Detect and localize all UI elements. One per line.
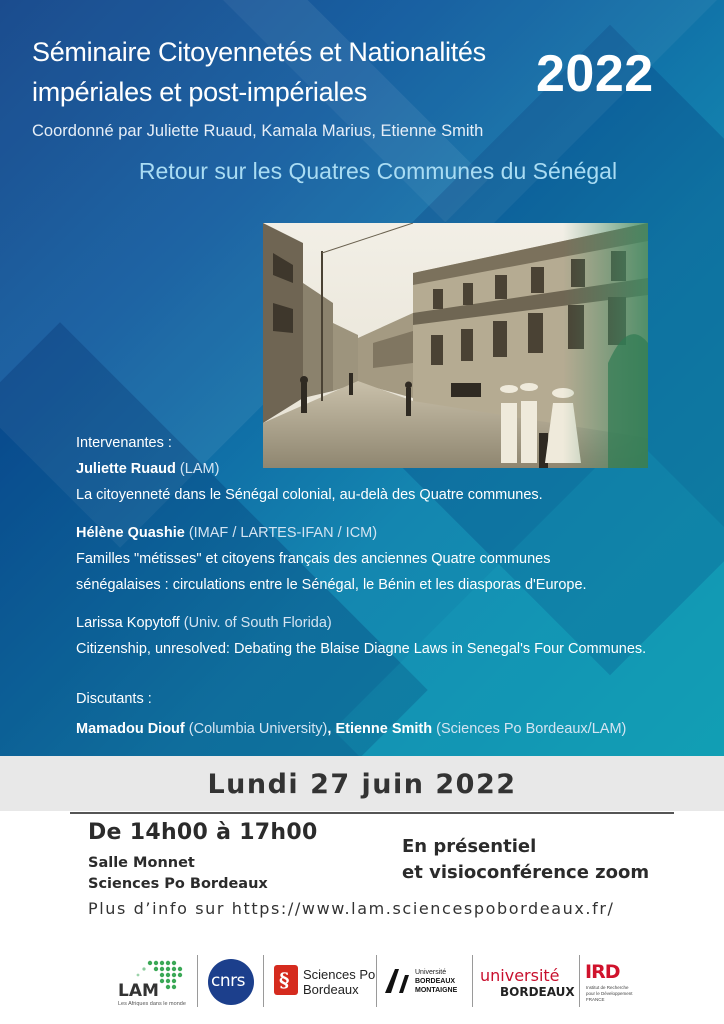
bordeaux-montaigne-logo: [383, 949, 469, 1013]
discussant-name: Etienne Smith: [335, 721, 433, 737]
event-time: De 14h00 à 17h00: [88, 820, 318, 845]
lam-tagline: Les Afriques dans le monde: [118, 1001, 186, 1007]
discussants-line: [76, 721, 626, 737]
speaker-name: Larissa Kopytoff: [76, 615, 180, 631]
logo-separator: [263, 955, 264, 1007]
speaker-affiliation: (IMAF / LARTES-IFAN / ICM): [184, 525, 378, 541]
ub-line2: BORDEAUX: [500, 985, 575, 999]
ub-line1: université: [480, 966, 560, 985]
title-line: Séminaire Citoyennetés et Nationalités: [32, 37, 486, 67]
speaker-line: [76, 525, 377, 541]
speaker-affiliation: (Univ. of South Florida): [179, 615, 332, 631]
sciencespo-line1: Sciences Po: [303, 967, 376, 982]
discussants-heading: Discutants :: [76, 691, 152, 707]
title-line: impériales et post-impériales: [32, 77, 367, 107]
ird-wordmark: IRD: [585, 961, 620, 983]
venue-room: Salle Monnet: [88, 855, 195, 871]
session-subtitle: Retour sur les Quatres Communes du Sénégal: [138, 158, 618, 184]
talk-title: Citizenship, unresolved: Debating the Blaise Diagne Laws in Senegal's Four Communes.: [76, 641, 647, 657]
lam-logo: [114, 949, 196, 1013]
universite-bordeaux-logo: [478, 949, 574, 1013]
discussant-affiliation: (Sciences Po Bordeaux/LAM): [432, 721, 627, 737]
speakers-heading: Intervenantes :: [76, 435, 172, 451]
cnrs-logo: [206, 949, 256, 1013]
sciencespo-emblem: [274, 965, 298, 995]
discussant-affiliation: (Columbia University): [184, 721, 328, 737]
ird-logo: [585, 949, 645, 1013]
talk-title: sénégalaises : circulations entre le Sénégal, le Bénin et les diasporas d'Europe.: [76, 577, 587, 593]
logo-separator: [376, 955, 377, 1007]
attendance-mode: En présentiel: [402, 836, 537, 857]
speaker-name: Hélène Quashie: [76, 525, 185, 541]
partner-logos: [0, 941, 724, 1024]
date-band: [0, 756, 724, 811]
sciencespo-line2: Bordeaux: [303, 982, 359, 997]
event-date: Lundi 27 juin 2022: [207, 769, 517, 800]
talk-title: Familles "métisses" et citoyens français des anciennes Quatre communes: [76, 551, 551, 567]
montaigne-line2: BORDEAUX: [415, 978, 456, 985]
info-prefix: Plus d’info sur: [88, 899, 232, 918]
talk-title: La citoyenneté dans le Sénégal colonial, au-delà des Quatre communes.: [76, 487, 543, 503]
lam-wordmark: LAM: [118, 981, 159, 1001]
cnrs-wordmark: cnrs: [211, 971, 245, 991]
montaigne-emblem: [383, 967, 413, 995]
sciencespo-mark: §: [279, 968, 290, 992]
speaker-name: Juliette Ruaud: [76, 461, 176, 477]
historic-street-photo: [263, 223, 648, 468]
separator: ,: [327, 721, 336, 737]
venue-institution: Sciences Po Bordeaux: [88, 876, 268, 892]
ird-tagline: pour le Développement: [586, 991, 633, 996]
discussant-name: Mamadou Diouf: [76, 721, 185, 737]
coordinators: Coordonné par Juliette Ruaud, Kamala Marius, Etienne Smith: [32, 122, 484, 140]
seminar-title: [32, 32, 522, 112]
ird-tagline: FRANCE: [586, 997, 605, 1002]
speaker-affiliation: (LAM): [175, 461, 220, 477]
montaigne-line1: Université: [415, 969, 447, 976]
year: 2022: [536, 45, 654, 103]
logo-separator: [472, 955, 473, 1007]
logo-separator: [579, 955, 580, 1007]
ird-tagline: Institut de Recherche: [586, 985, 629, 990]
info-line: [88, 899, 615, 918]
logo-separator: [197, 955, 198, 1007]
speaker-line: [76, 461, 219, 477]
speaker-line: [76, 615, 332, 631]
sciencespo-logo: [272, 949, 376, 1013]
divider: [70, 812, 674, 814]
montaigne-line3: MONTAIGNE: [415, 987, 458, 994]
website-link[interactable]: https://www.lam.sciencespobordeaux.fr/: [231, 899, 615, 918]
attendance-mode: et visioconférence zoom: [402, 862, 650, 883]
